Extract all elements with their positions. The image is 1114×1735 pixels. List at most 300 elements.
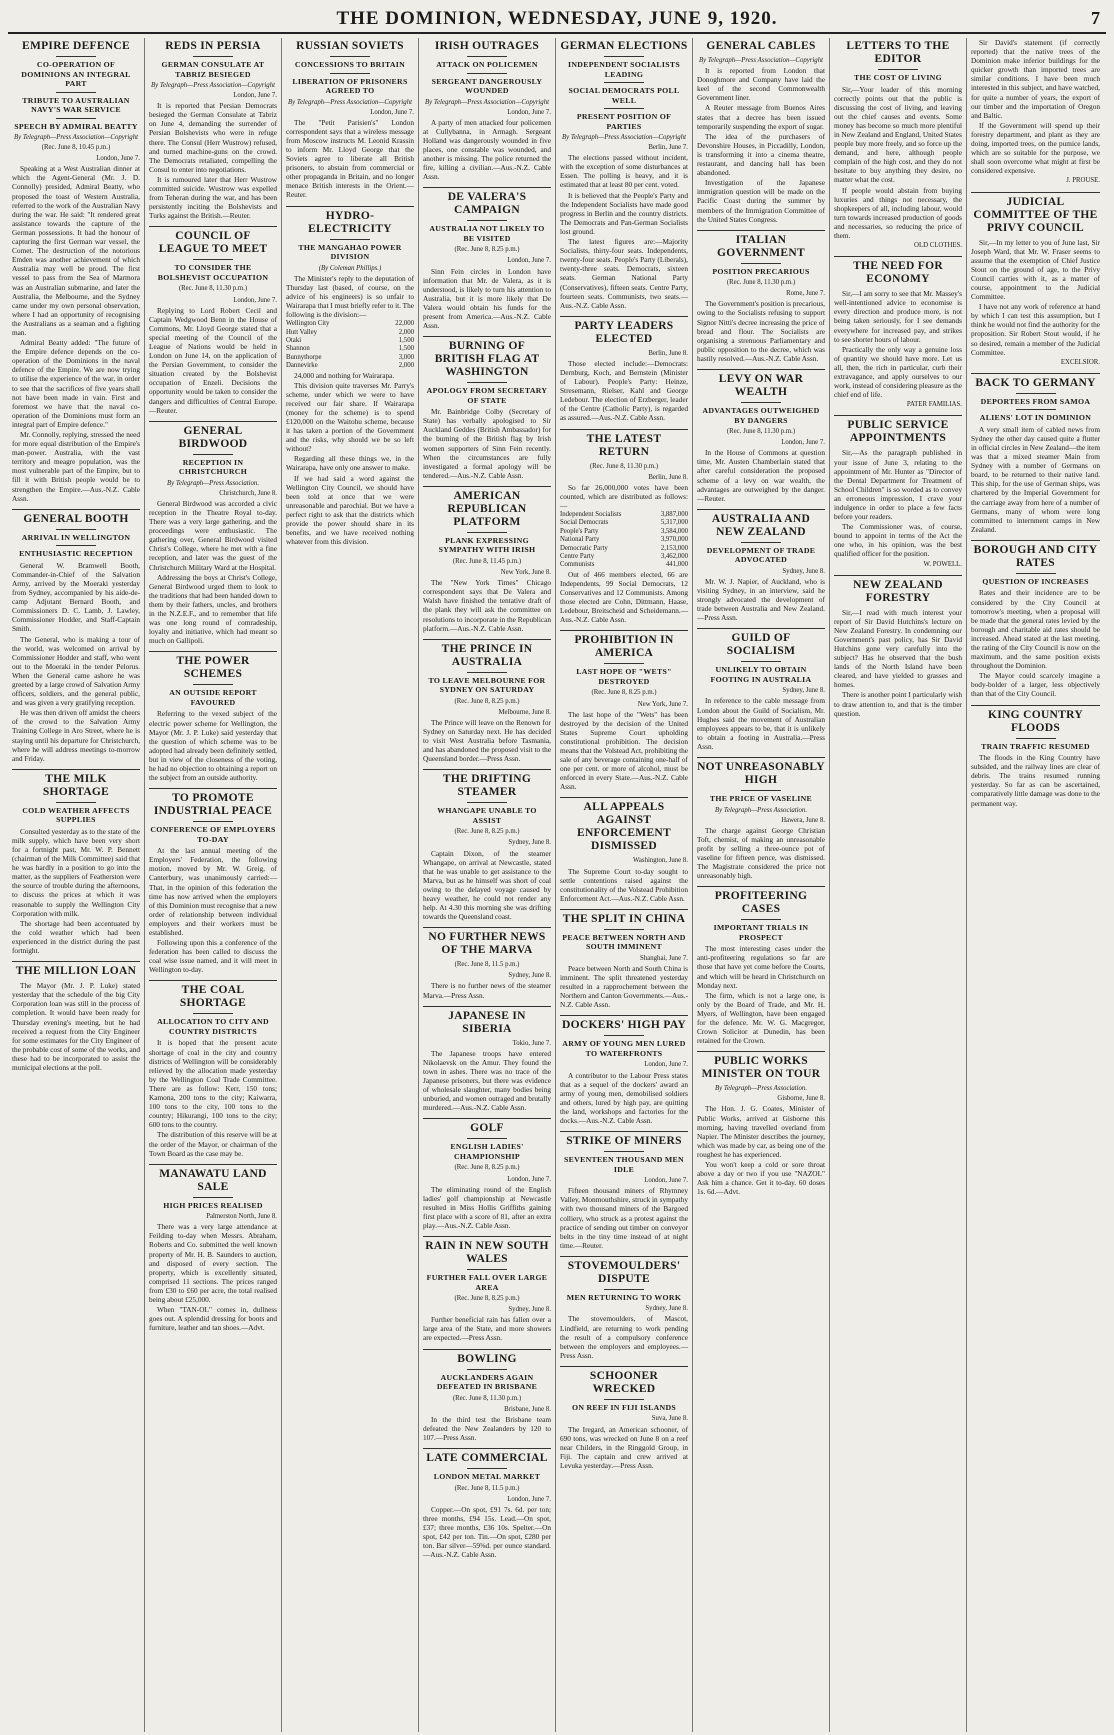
article: [12, 961, 140, 1072]
article: [423, 769, 551, 921]
article-dateline: (Rec. June 8, 11.30 p.m.): [726, 279, 796, 287]
article-dateline: (Rec. June 8, 11.30 p.m.): [726, 428, 796, 436]
article-paragraph: The Minister's reply to the deputation of Thursday last (based, of course, on the advice of his engineers) is so unfair to Wairarapa that I must briefly refer to it. The following is the division:—: [286, 273, 414, 319]
column-4: [419, 38, 556, 1732]
article: [12, 509, 140, 763]
article-paragraph: The last hope of the "Wets" has been destroyed by the decision of the United States Supreme Court upholding constitutional prohibition. The decision means that the Volstead Act, prohibiting the sale of any beverage containing one-half of one per cent. or more of alcohol, must be enforced in every State.—Aus.-N.Z. Cable Assn.: [560, 709, 688, 792]
article-paragraph: Investigation of the Japanese immigration question will be made on the Pacific Coast during the summer by members of the Immigration Committee of the United States Congress.: [697, 178, 825, 224]
article-headline: PUBLIC SERVICE APPOINTMENTS: [834, 415, 962, 445]
article-subhead: TO LEAVE MELBOURNE FOR SYDNEY ON SATURDAY: [428, 675, 546, 695]
divider-rule: [604, 1151, 644, 1152]
article-subhead: PEACE BETWEEN NORTH AND SOUTH IMMINENT: [562, 932, 686, 952]
article-paragraph: Sir,—In my letter to you of June last, Sir Joseph Ward, that Mr. W. Fraser seems to assume that the exemption of Chief Justice Stout on the ground of age, to the Privy Council carries with it, as a matter of course, appointment to the Judicial Committee.: [971, 237, 1100, 302]
article: [423, 1349, 551, 1442]
article-subhead: ATTACK ON POLICEMEN: [436, 60, 538, 69]
article: [697, 628, 825, 751]
article: [423, 1006, 551, 1113]
article-paragraph: The shortage had been accentuated by the cold weather which had been experienced in the district during the past fortnight.: [12, 918, 140, 956]
article-byline: By Telegraph—Press Association.: [166, 479, 260, 487]
article-headline: THE COAL SHORTAGE: [149, 980, 277, 1010]
article-subhead: ENGLISH LADIES' CHAMPIONSHIP: [450, 1142, 524, 1161]
article-paragraph: Mr. Connolly, replying, stressed the need for more equal distribution of the Empire's man-power. Australia, with the vast territory and meagre population, was the most vulnerable part of the Empire, but to fill it with British people would be to strengthen the Empire.—Aus.-N.Z. Cable Assn.: [12, 430, 140, 503]
article-subhead: LONDON METAL MARKET: [433, 1472, 541, 1481]
article-paragraph: This division quite traverses Mr. Parry's scheme, under which we were to have received our fair share. If Wairarapa (money for the scheme) is to spend £120,000 on the Waitohu scheme, because it has taken a portion of the Government and the risks, why should we be so left without?: [286, 380, 414, 454]
article-headline: THE NEED FOR ECONOMY: [834, 256, 962, 286]
article-place-date: London, June 7.: [781, 439, 825, 447]
article-subhead: LIBERATION OF PRISONERS AGREED TO: [292, 76, 408, 95]
letter-signature: EXCELSIOR.: [1060, 358, 1100, 366]
table-cell-label: Democratic Party: [560, 544, 608, 552]
divider-rule: [1016, 573, 1056, 574]
article: [697, 1051, 825, 1196]
article-subhead: AN OUTSIDE REPORT FAVOURED: [169, 688, 257, 707]
article-subhead: RECEPTION IN CHRISTCHURCH: [178, 457, 248, 477]
article-headline: THE MILLION LOAN: [12, 961, 140, 978]
article: [423, 927, 551, 999]
article-paragraph: It is believed that the People's Party and the Independent Socialists have made good progress in Berlin and the country districts. The Democrats and Pan-German Socialists lost ground.: [560, 190, 688, 236]
article-headline: ALL APPEALS AGAINST ENFORCEMENT DISMISSED: [560, 797, 688, 853]
article-byline: (By Coleman Phillips.): [318, 264, 382, 272]
article-dateline: (Rec. June 8, 8.25 p.m.): [454, 697, 520, 705]
article-subhead: UNLIKELY TO OBTAIN FOOTING IN AUSTRALIA: [710, 665, 812, 684]
article: [423, 40, 551, 181]
article-place-date: Sydney, June 8.: [508, 1306, 551, 1314]
article-subhead: DEVELOPMENT OF TRADE ADVOCATED: [706, 545, 816, 565]
article-headline: MANAWATU LAND SALE: [149, 1164, 277, 1194]
article: [697, 886, 825, 1045]
article: [834, 575, 962, 718]
article: [971, 38, 1100, 186]
article-headline: PARTY LEADERS ELECTED: [560, 316, 688, 346]
article: [697, 509, 825, 623]
table-row: [560, 545, 688, 553]
article-paragraph: Sir,—As the paragraph published in your issue of June 3, relating to the appointment of Mr. Hunter as "Director of the Dental Department for Treatment of School Children" is so worded as to convey an erroneous impression, I crave your indulgence in order to place a few facts before your readers.: [834, 448, 962, 522]
article-paragraph: Those elected include:—Democrats: Dernburg, Koch, and Bernstein (Minister of Labour). People's Party: Heinze, Stresemann, Rielser, Kahl and George Ledebour. The election of Erzberger, leader of the Centre (Catholic Party), is regarded as assured.—Aus.-N.Z. Cable Assn.: [560, 358, 688, 423]
article-headline: RUSSIAN SOVIETS: [296, 40, 404, 52]
article: [423, 336, 551, 480]
table-cell-value: 2,153,000: [660, 544, 688, 552]
article-byline: By Telegraph—Press Association—Copyright: [699, 57, 823, 64]
article-subhead: APOLOGY FROM SECRETARY OF STATE: [426, 386, 548, 405]
article-headline: GERMAN ELECTIONS: [560, 40, 688, 52]
article-place-date: London, June 7.: [644, 1061, 688, 1069]
table-cell-label: Otaki: [286, 336, 302, 344]
article: [149, 980, 277, 1157]
article-paragraph: The Mayor could scarcely imagine a body-bolder of a larger, less objectively than that of the City Council.: [971, 671, 1100, 699]
article-place-date: London, June 7.: [370, 108, 414, 116]
article-headline: IRISH OUTRAGES: [434, 40, 540, 52]
table-row: [286, 329, 414, 337]
article: [149, 421, 277, 646]
article-paragraph: If the Government will spend up their forestry department, and plant as they are doing, imported trees, on the pumice lands, which are so suitable for the purpose, we shall soon overcome what might at first be considered expensive.: [971, 120, 1100, 176]
article-subhead: QUESTION OF INCREASES: [982, 576, 1089, 586]
article-paragraph: It is hoped that the present acute shortage of coal in the city and country districts of Wellington will be considerably relieved by the allocation made yesterday by the Wellington Coal Trade Committee. There are as follow: Kerr, 150 tons; Kamona, 200 tons to the city; Kaiwarra, 100 tons to the city, 100 tons to the country; Hikurangi, 100 tons to the city; 600 tons to the country.: [149, 1038, 277, 1130]
article: [149, 1164, 277, 1333]
article-headline: NEW ZEALAND FORESTRY: [834, 575, 962, 605]
divider-rule: [56, 529, 96, 530]
letter-signature: J. PROUSE.: [1066, 177, 1100, 185]
article-subhead: INDEPENDENT SOCIALISTS LEADING: [568, 60, 680, 79]
article-headline: THE MILK SHORTAGE: [12, 769, 140, 799]
article-paragraph: Addressing the boys at Christ's College, General Birdwood urged them to look to the traditions that had been handed down to them by their fathers, uncles, and brothers in the N.Z.E.F., and to remember that life was one long round of comradeship, loyalty and initiative, which had meant so much on Gallipoli.: [149, 572, 277, 646]
article-headline: PROFITEERING CASES: [697, 886, 825, 916]
article-headline: BOROUGH AND CITY RATES: [971, 540, 1100, 570]
article-subhead: THE MANGAHAO POWER DIVISION: [298, 242, 402, 262]
article-paragraph: It is rumoured later that Herr Wustrow committed suicide. Wustrow was expelled from Teheran during the war, and has been persistently inciting the Bolshevists and Turks against the British.—Reuter.: [149, 174, 277, 221]
table-cell-label: Social Democrats: [560, 519, 609, 527]
article: [834, 415, 962, 568]
divider-rule: [56, 92, 96, 93]
article-place-date: London, June 7.: [644, 1177, 688, 1185]
article-subhead: CO-OPERATION OF DOMINIONS AN INTEGRAL PART: [21, 60, 131, 88]
article-subhead: THE COST OF LIVING: [854, 73, 942, 82]
divider-rule: [56, 56, 96, 57]
article-paragraph: Sinn Fein circles in London have information that Mr. de Valera, as it is understood, is likely to turn his attention to Australia, but it is more likely that De Valera would obtain his funds for the present from America.—Aus.-N.Z. Cable Assn.: [423, 266, 551, 331]
article-subhead: MEN RETURNING TO WORK: [566, 1292, 682, 1302]
divider-rule: [467, 532, 507, 533]
article: [12, 40, 140, 503]
article-byline: By Telegraph—Press Association—Copyright: [14, 134, 138, 141]
table-cell-label: Independent Socialists: [560, 511, 622, 518]
article-paragraph: Sir,—I read with much interest your report of Sir David Hutchins's lecture on New Zealand Forestry. In condemning our Government's past policy, has Sir David Hutchins gone very carefully into the subject? Has he observed that the bush lands of the North Island have been cleared, and have yielded to grasses and homes.: [834, 607, 962, 690]
divider-rule: [193, 454, 233, 455]
article-headline: THE POWER SCHEMES: [149, 651, 277, 681]
article-subhead: CONCESSIONS TO BRITAIN: [294, 60, 406, 69]
divider-rule: [193, 821, 233, 822]
divider-rule: [1016, 738, 1056, 739]
article-paragraph: The idea of the purchasers of Devonshire Houses, in Piccadilly, London, is transforming it into a cinema theatre, restaurant, and dancing hall has been abandoned.: [697, 131, 825, 178]
article-paragraph: Mr. W. J. Napier, of Auckland, who is visiting Sydney, in an interview, said he strongly advocated the development of trade between Australia and New Zealand.—Press Assn.: [697, 576, 825, 623]
article-dateline: (Rec. June 8, 8.25 p.m.): [454, 1164, 520, 1172]
divider-rule: [467, 382, 507, 383]
article-place-date: Suva, June 8.: [651, 1415, 688, 1423]
divider-rule: [741, 919, 781, 920]
article-place-date: Tokio, June 7.: [512, 1039, 551, 1047]
article-paragraph: The most interesting cases under the anti-profiteering regulations so far are those that have yet come before the Courts, and which will be heard in Christchurch on Monday next.: [697, 944, 825, 990]
column-1: [8, 38, 145, 1732]
article-paragraph: Out of 466 members elected, 66 are Independents, 99 Social Democrats, 12 Conservatives and 12 Communists. Among those elected are Cohn, Dittmann, Haase, Ledebour, Breitscheid and Scheidemann.—Aus.-N.Z. Cable Assn.: [560, 569, 688, 625]
article-place-date: Shanghai, June 7.: [640, 954, 688, 962]
divider-rule: [604, 1289, 644, 1290]
divider-rule: [193, 259, 233, 260]
article: [423, 486, 551, 633]
article-subhead: TO CONSIDER THE BOLSHEVIST OCCUPATION: [157, 263, 269, 282]
article-paragraph: Sir,—Your leader of this morning correctly points out that the public is discussing the cost of living, and leaving out the chief causes and events. Some money has become so much more plentiful in New Zealand and England, United States people buy more freely, and so force up the demand, and here, although people complain of the high cost, and they do not hesitate to buy anything they desire, no matter what the cost.: [834, 84, 962, 185]
article-headline: COUNCIL OF LEAGUE TO MEET: [149, 226, 277, 256]
divider-rule: [604, 1399, 644, 1400]
table-cell-value: 3,000: [398, 353, 414, 361]
article-paragraph: Consulted yesterday as to the state of the milk supply, which have been very short for a fortnight past, Mr. W. P. Bennett (chairman of the Milk Committee) said that he was hardly in a position to go into the matter, as the suppliers of Featherston were the source of trouble during the afternoons, to discuss the prices at which it was reasonable to supply the Wellington City Corporation with milk.: [12, 826, 140, 918]
article-headline: NO FURTHER NEWS OF THE MARVA: [423, 927, 551, 957]
article: [286, 40, 414, 200]
article-dateline: (Rec. June 8, 8.25 p.m.): [454, 246, 520, 254]
article-place-date: Washington, June 8.: [633, 857, 688, 865]
article: [971, 705, 1100, 808]
article-subhead: ALLOCATION TO CITY AND COUNTRY DISTRICTS: [157, 1017, 269, 1036]
article-headline: DE VALERA'S CAMPAIGN: [423, 187, 551, 217]
article-paragraph: The distribution of this reserve will be at the order of the Mayor, or chairman of the Town Board as the case may be.: [149, 1130, 277, 1158]
article-place-date: Rome, June 7.: [786, 290, 825, 298]
column-3: [282, 38, 419, 1732]
article-headline: THE PRINCE IN AUSTRALIA: [423, 639, 551, 669]
article-place-date: London, June 7.: [507, 1175, 551, 1183]
table-row: [560, 553, 688, 561]
table-row: [560, 561, 688, 569]
article-headline: SCHOONER WRECKED: [560, 1366, 688, 1396]
article-headline: THE DRIFTING STEAMER: [423, 769, 551, 799]
article-place-date: Sydney, June 8.: [508, 972, 551, 980]
article-headline: LETTERS TO THE EDITOR: [846, 40, 950, 65]
article-subhead: POSITION PRECARIOUS: [712, 266, 810, 276]
article-paragraph: The Government's position is precarious, owing to the Socialists refusing to support Signor Nitti's decree increasing the price of bread and flour. The Socialists are organising a strenuous Parliamentary and public opposition to the decree, which was hastily resolved.—Aus.-N.Z. Cable Assn.: [697, 299, 825, 363]
article-subhead: GERMAN CONSULATE AT TABRIZ BESIEGED: [161, 60, 265, 79]
article: [697, 40, 825, 224]
table-cell-label: People's Party: [560, 527, 599, 535]
article-dateline: (Rec. June 8, 8.25 p.m.): [591, 689, 657, 697]
table-cell-label: Centre Party: [560, 553, 595, 561]
article-paragraph: 24,000 and nothing for Wairarapa.: [294, 370, 395, 380]
article-paragraph: He was then driven off amidst the cheers of the crowd to the Salvation Army Training College in Aro Street, where he is staying until his departure for Christchurch, where he will address meetings to-morrow and Friday.: [12, 708, 140, 763]
article: [560, 1366, 688, 1470]
article-subhead: ALIENS' LOT IN DOMINION: [979, 413, 1092, 423]
article: [971, 373, 1100, 534]
article: [971, 540, 1100, 699]
article-place-date: Berlin, June 7.: [648, 144, 688, 152]
divider-rule: [878, 69, 918, 70]
table-cell-value: 1,500: [398, 336, 414, 344]
article-subhead: CONFERENCE OF EMPLOYERS TO-DAY: [150, 825, 276, 844]
divider-rule: [467, 1369, 507, 1370]
article-paragraph: Speaking at a West Australian dinner at which the Agent-General (Mr. J. D. Connolly) presided, Admiral Beatty, who proposed the toast of Western Australia, referred to the work of the Australian Navy during the war. He said: "It rendered great assistance towards the capture of the German possessions. It had the honour of capturing the first German war vessel, the Comet. The destruction of the notorious Emden was another achievement of which Australia may well be proud. The first vessel to pass from the Sea of Marmora was an Australian submarine, and later the Australia, the Melbourne, and the Sydney came under my own personal observation, where I had an opportunity of recognising the Australians as a seaman and a fighting man.: [12, 164, 140, 337]
article-paragraph: General Birdwood was accorded a civic reception in the Theatre Royal to-day. There was a very large gathering, and the proceedings were enthusiastic. The gathering over, General Birdwood visited Christ's College, where he met with a fine reception, and later was the guest of the Christchurch Military Ward at the Hospital.: [149, 498, 277, 572]
table-row: [286, 337, 414, 345]
masthead: [8, 6, 1106, 34]
article-place-date: London, June 7.: [233, 92, 277, 100]
article-paragraph: Rates and their incidence are to be considered by the City Council at tomorrow's meeting, when a proposal will be made that the general rates levied by the borough and charitable aid rates should be increased. Ahead stated at the last meeting, the rating of the City Council is now on the maximum, and the same position exists throughout the Dominion.: [971, 588, 1100, 671]
article-headline: RAIN IN NEW SOUTH WALES: [423, 1236, 551, 1266]
article-paragraph: The elections passed without incident, with the exception of some disturbances at Essen. The polling is heavy, and it is estimated that at least 80 per cent. voted.: [560, 153, 688, 190]
article-paragraph: It is reported that Persian Democrats besieged the German Consulate at Tabriz on June 4, demanding the surrender of Persian Bolshevists who were in refuge there. The Consul (Herr Wustrow) refused, and turned machine-guns on the crowd. The Democrats retaliated, compelling the Consul to enter into negotiations.: [149, 101, 277, 174]
article-paragraph: Peace between North and South China is imminent. The split threatened yesterday resulted in a rapprochement between the Northern and Canton Governments.—Aus.-N.Z. Cable Assn.: [560, 964, 688, 1010]
article-paragraph: The floods in the King Country have subsided, and the railway lines are clear of debris. The trains resumed running yesterday. So far as can be ascertained, comparatively little damage was done to the permanent way.: [971, 753, 1100, 808]
article: [560, 316, 688, 423]
divider-rule: [741, 790, 781, 791]
divider-rule: [604, 82, 644, 83]
article-place-date: Melbourne, June 8.: [498, 708, 551, 716]
article-place-date: Christchurch, June 8.: [219, 489, 277, 497]
divider-rule: [467, 1269, 507, 1270]
divider-rule: [467, 56, 507, 57]
column-8: [967, 38, 1104, 1732]
article: [149, 226, 277, 414]
article-paragraph: In reference to the cable message from London about the Guild of Socialism, Mr. Hughes said the movement of Australian employees appears to be, that it is unlikely to obtain a footing in Australia.—Press Assn.: [697, 696, 825, 751]
table-cell-value: 3,462,000: [660, 553, 688, 561]
divider-rule: [741, 661, 781, 662]
table-cell-label: Dannevirke: [286, 362, 318, 370]
table-row: [286, 354, 414, 362]
article-subhead: LAST HOPE OF "WETS" DESTROYED: [576, 667, 672, 686]
divider-rule: [330, 73, 370, 74]
article-subhead: WHANGAPE UNABLE TO ASSIST: [437, 806, 537, 825]
article-place-date: Sydney, June 8.: [782, 567, 825, 575]
divider-rule: [604, 663, 644, 664]
article-paragraph: When "TAN-OL" comes in, dullness goes out. A splendid dressing for boots and furniture, leather and tan shoes.—Advt.: [149, 1305, 277, 1333]
divider-rule: [193, 1013, 233, 1014]
article-headline: THE SPLIT IN CHINA: [560, 909, 688, 926]
article-byline: By Telegraph—Press Association.: [714, 806, 808, 814]
article-headline: DOCKERS' HIGH PAY: [560, 1015, 688, 1032]
article: [560, 429, 688, 625]
divider-rule: [604, 56, 644, 57]
article-place-date: London, June 7.: [96, 155, 140, 163]
article-paragraph: General W. Bramwell Booth, Commander-in-Chief of the Salvation Army, arrived by the Moeraki yesterday from Sydney, accompanied by his aide-de-camp Adjutant Bernard Booth, and Commissioners D. C. Lamb, J. Lawley, Commissioner Hodder, and Staff-Captain Smith.: [12, 560, 140, 634]
divider-rule: [56, 802, 96, 803]
article-headline: GOLF: [423, 1118, 551, 1135]
article-subhead: TRIBUTE TO AUSTRALIAN NAVY'S WAR SERVICE: [22, 95, 130, 114]
article-paragraph: The Iregard, an American schooner, of 690 tons, was wrecked on June 8 on a reef near Childers, in the Ringgold Group, in Fiji. The captain and crew arrived at Levuka yesterday.—Press Assn.: [560, 1424, 688, 1470]
article-subhead: SPEECH BY ADMIRAL BEATTY: [14, 121, 138, 131]
article-subhead: HIGH PRICES REALISED: [163, 1200, 263, 1210]
table-cell-value: 5,317,000: [660, 519, 688, 527]
article-subhead: SERGEANT DANGEROUSLY WOUNDED: [431, 76, 543, 95]
article-paragraph: Following upon this a conference of the federation has been called to discuss the coal wise issue named, and it will meet in Wellington to-day.: [149, 938, 277, 975]
article-headline: AMERICAN REPUBLICAN PLATFORM: [423, 486, 551, 529]
article-paragraph: You won't keep a cold or sore throat above a day or two if you use "NAZOL" Ask him a chance. Get it to-day. 60 doses 1s. 6d.—Advt.: [697, 1160, 825, 1197]
article-place-date: Palmerston North, June 8.: [206, 1213, 277, 1221]
divider-rule: [741, 263, 781, 264]
table-cell-label: Bunnythorpe: [286, 353, 322, 361]
article-headline: TO PROMOTE INDUSTRIAL PEACE: [149, 788, 277, 818]
divider-rule: [467, 1468, 507, 1469]
article-place-date: New York, June 7.: [637, 700, 688, 708]
article-dateline: (Rec. June 8, 8.25 p.m.): [454, 828, 520, 836]
divider-rule: [604, 1035, 644, 1036]
article-headline: HYDRO-ELECTRICITY: [286, 206, 414, 236]
table-cell-value: 3,584,000: [660, 527, 688, 535]
article-paragraph: A contributor to the Labour Press states that as a sequel of the dockers' award an army of young men, demobilised soldiers and others, lured by high pay, are quitting the land, workshops and factories for the docks.—Aus.-N.Z. Cable Assn.: [560, 1070, 688, 1126]
article-byline: By Telegraph—Press Association—Copyright: [562, 134, 686, 141]
article-subhead: ON REEF IN FIJI ISLANDS: [571, 1402, 677, 1412]
table-cell-value: 2,000: [398, 362, 414, 370]
article-headline: STOVEMOULDERS' DISPUTE: [560, 1256, 688, 1286]
article-paragraph: It is reported from London that Donoghmore and Company have laid the keel of the second Commonwealth Government liner.: [697, 66, 825, 103]
article-paragraph: If people would abstain from buying luxuries and things not necessary, the shopkeepers of all, including labour, would turn towards increased production of goods and necessaries, so reducing the price of them.: [834, 185, 962, 240]
table-cell-label: National Party: [560, 536, 600, 544]
article: [697, 230, 825, 363]
article: [560, 1131, 688, 1250]
article-paragraph: There is another point I particularly wish to draw attention to, and that is the timber question.: [834, 690, 962, 718]
article-paragraph: The firm, which is not a large one, is only by the Board of Trade, and Mr. H. Myers, of Wellington, have been engaged for the defence. Mr. W. G. Macgregor, Crown Solicitor at Dunedin, has been retained for the Crown.: [697, 990, 825, 1046]
article-paragraph: The "New York Times" Chicago correspondent says that De Valera and Walsh have finished the tentative draft of the plank they will ask the committee on resolutions to incorporate in the Republican platform.—Aus.-N.Z. Cable Assn.: [423, 578, 551, 633]
article-headline: GENERAL BIRDWOOD: [149, 421, 277, 451]
article-subhead: PRESENT POSITION OF PARTIES: [576, 112, 672, 131]
article-paragraph: I have not any work of reference at hand by which I can test this assumption, but I think he would not find the authority for the proposition. Sir Robert Stout would, if he so desired, remain a member of the Judicial Committee.: [971, 302, 1100, 357]
article-subhead: THE PRICE OF VASELINE: [709, 794, 813, 803]
table-row: [560, 528, 688, 536]
article-dateline: (Rec. June 8, 11.30 p.m.): [589, 462, 659, 470]
article-place-date: Sydney, June 8.: [782, 687, 825, 695]
article-paragraph: Practically the only way a genuine loss of quantity we should have more. Let us all, then, the rich in particular, curb their extravagance, and apply ourselves to our work, instead of considering pleasure as the chief end of life.: [834, 344, 962, 400]
divider-rule: [193, 684, 233, 685]
article-dateline: (Rec. June 8, 11.5 p.m.): [454, 1484, 520, 1492]
divider-rule: [56, 118, 96, 119]
article-paragraph: In the third test the Brisbane team defeated the New Zealanders by 120 to 107.—Press Assn.: [423, 1414, 551, 1442]
divider-rule: [56, 545, 96, 546]
article: [286, 206, 414, 547]
page-number: 7: [1091, 8, 1100, 28]
article-headline: REDS IN PERSIA: [165, 40, 261, 52]
divider-rule: [467, 802, 507, 803]
article-paragraph: The Commissioner was, of course, bound to appoint in terms of the Act the one who, in his opinion, was the best qualified officer for the position.: [834, 522, 962, 559]
table-cell-label: Shannon: [286, 345, 310, 353]
article-subhead: AUSTRALIA NOT LIKELY TO BE VISITED: [429, 224, 545, 243]
article-subhead: SEVENTEEN THOUSAND MEN IDLE: [564, 1155, 684, 1174]
article-paragraph: Sir David's statement (if correctly reported) that the native trees of the Dominion make inferior buildings for the quicker growth than imported trees are similar conditions. I have been much interested in this subject, and have watched, for quite a number of years, the export of our timber and the importation of Oregon and Baltic.: [971, 38, 1100, 120]
article-subhead: IMPORTANT TRIALS IN PROSPECT: [713, 923, 809, 942]
article-paragraph: At the last annual meeting of the Employers' Federation, the following motion, moved by Mr. W. Greig, of Canterbury, was unanimously carried:—That, in the opinion of this federation the time has now arrived when the employers of this Dominion must recognise that a new order of relationship between individual employers and their workers must be established.: [149, 846, 277, 937]
article-paragraph: The Mayor (Mr. J. P. Luke) stated yesterday that the schedule of the big City Corporation loan was still in the process of completion. It would have been ready for Thursday evening's meeting, but he had received a request from the City Engineer for some estimates for the City Engineer of the probable cost of some of the works, and these had to be incorporated to assist the municipal elections at the poll.: [12, 981, 140, 1072]
article-place-date: Sydney, June 8.: [645, 1305, 688, 1313]
divider-rule: [330, 56, 370, 57]
column-5: [556, 38, 693, 1732]
divider-rule: [467, 672, 507, 673]
article-paragraph: The Prince will leave on the Renown for Sydney on Saturday next. He has decided to visit West Australia before Tasmania, and has abandoned the proposed visit to the Queensland border.—Press Assn.: [423, 717, 551, 764]
article-subhead: SOCIAL DEMOCRATS POLL WELL: [568, 86, 680, 105]
table-row: [560, 536, 688, 544]
divider-rule: [467, 73, 507, 74]
column-6: [693, 38, 830, 1732]
article-byline: By Telegraph—Press Association—Copyright: [425, 98, 549, 106]
article-place-date: London, June 7.: [507, 1495, 551, 1503]
article-paragraph: Mr. Bainbridge Colby (Secretary of State) has verbally apologised to Sir Auckland Geddes (British Ambassador) for the burning of the British flag by Irish women supporters of Sinn Fein recently. When the circumstances are fully investigated a formal apology will be tendered.—Aus.-N.Z. Cable Assn.: [423, 407, 551, 480]
article-paragraph: There was a very large attendance at Feilding to-day when Messrs. Abraham, Roberts and Co. submitted the well known property of Mr. H. B. Saunders to auction, and disposed of every section. The property, which is excellently situated, comprised 11 sections. The prices ranged from £30 to £60 per acre, the total realised being about £25,000.: [149, 1222, 277, 1305]
article-place-date: Berlin, June 8.: [648, 473, 688, 481]
divider-rule: [467, 220, 507, 221]
article-headline: NOT UNREASONABLY HIGH: [697, 757, 825, 787]
article-place-date: Brisbane, June 8.: [504, 1405, 551, 1413]
article-byline: By Telegraph—Press Association—Copyright: [288, 98, 412, 106]
article: [12, 769, 140, 955]
article-paragraph: The Japanese troops have entered Nikolaevsk on the Amur. They found the town in ashes. There was no trace of the Japanese prisoners, but there was evidence of wholesale slaughter, many bodies being unburied, and women outraged and brutally murdered.—Aus.-N.Z. Cable Assn.: [423, 1048, 551, 1113]
article: [560, 40, 688, 310]
divider-rule: [604, 929, 644, 930]
article-headline: PROHIBITION IN AMERICA: [560, 630, 688, 660]
article-place-date: London, June 7.: [507, 257, 551, 265]
article-headline: EMPIRE DEFENCE: [21, 40, 131, 52]
table-row: [286, 362, 414, 370]
article-paragraph: The charge against George Christian Toft, chemist, of making an unreasonable profit by selling a three-ounce pot of vaseline for fifteen pence, was dismissed. The Magistrate considered the price not unreasonably high.: [697, 825, 825, 881]
article-dateline: (Rec. June 8, 11.30 p.m.): [178, 285, 248, 293]
article-headline: BACK TO GERMANY: [971, 373, 1100, 390]
table-cell-value: 1,500: [398, 345, 414, 353]
divider-rule: [741, 542, 781, 543]
article: [834, 40, 962, 250]
article-subhead: ENTHUSIASTIC RECEPTION: [19, 549, 133, 559]
article-paragraph: In the House of Commons at question time, Mr. Austen Chamberlain stated that after careful consideration the proposed scheme of a levy on war wealth, the advantages are outweighed by the danger.—Reuter.: [697, 448, 825, 503]
article-paragraph: A Reuter message from Buenos Aires states that a decree has been issued temporarily suspending the export of sugar.: [697, 103, 825, 131]
article-paragraph: A party of men attacked four policemen at Cullybanna, in Armagh. Sergeant Holland was dangerously wounded in five places, one constable was wounded, and another is missing. The police returned the fire, killing a civilian.—Aus.-N.Z. Cable Assn.: [423, 117, 551, 182]
column-2: [145, 38, 282, 1732]
article: [149, 40, 277, 220]
article: [149, 651, 277, 782]
article-dateline: (Rec. June 8, 11.45 p.m.): [452, 557, 522, 565]
article-subhead: PLANK EXPRESSING SYMPATHY WITH IRISH: [438, 535, 536, 555]
table-row: [560, 519, 688, 527]
table-row: [560, 511, 688, 519]
article-paragraph: The Hon. J. G. Coates, Minister of Public Works, arrived at Gisborne this morning, having travelled overland from Napier. The Minister describes the journey, which was made by car, as being one of the roughest he has experienced.: [697, 1104, 825, 1159]
article-paragraph: Copper.—On spot, £91 7s. 6d. per ton; three months, £94 15s. Lead.—On spot, £37; three months, £36 10s. Spelter.—On spot, £42 per ton. Tin.—On spot, £280 per ton. Bar silver—59⅝d. per ounce standard.—Aus.-N.Z. Cable Assn.: [423, 1504, 551, 1560]
article-paragraph: The stovemoulders, of Mascot, Lindfield, are returning to work pending the result of a compulsory conference between the employers and employees.—Press Assn.: [560, 1314, 688, 1360]
